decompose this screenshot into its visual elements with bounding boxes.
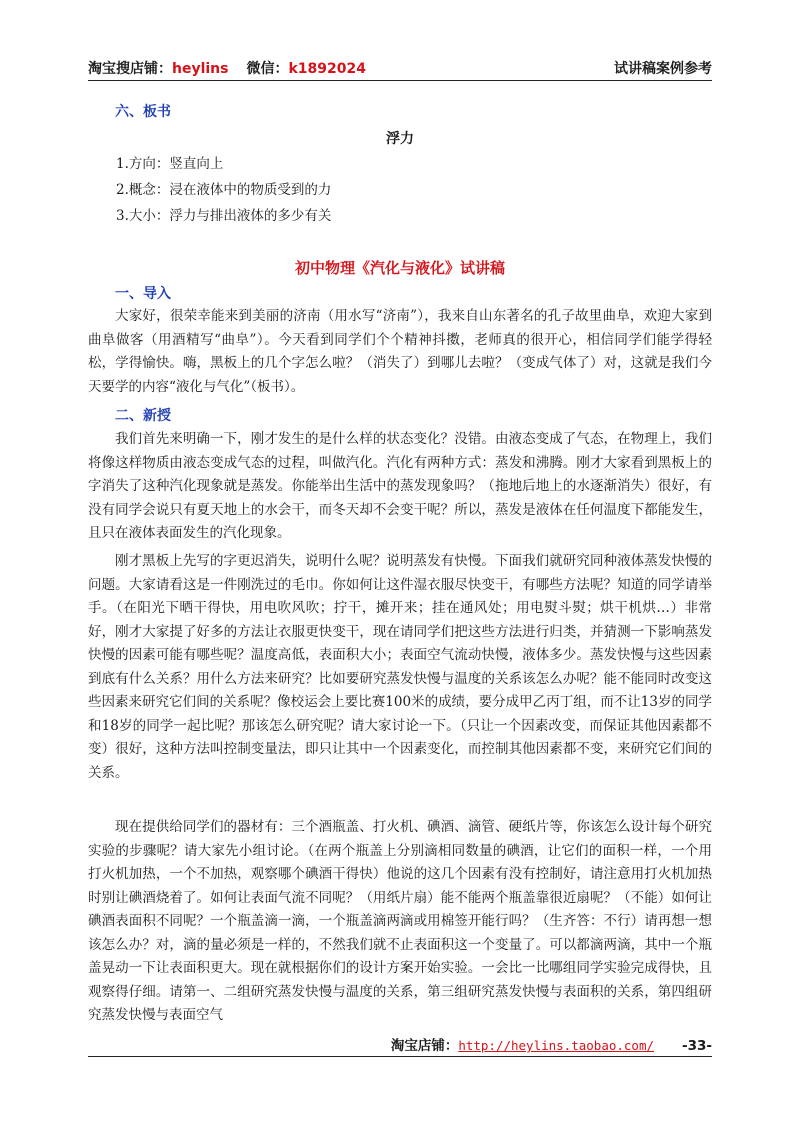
board-item: 2.概念：浸在液体中的物质受到的力	[116, 182, 332, 198]
intro-paragraph: 大家好，很荣幸能来到美丽的济南（用水写“济南”），我来自山东著名的孔子故里曲阜，欢迎大家到曲阜做客（用酒精写“曲阜”）。今天看到同学们个个精神抖擞，老师真的很开心，相信同学们能学得轻松，学得愉快。嗨，黑板上的几个字怎么啦？（消失了）到哪儿去啦？（变成气体了）对，这就是我们今天要学的内容“液化与气化”（板书）。	[88, 308, 712, 395]
shop-name: heylins	[172, 61, 229, 77]
body-paragraph: 刚才黑板上先写的字更迟消失，说明什么呢？说明蒸发有快慢。下面我们就研究同种液体蒸发快慢的问题。大家请看这是一件刚洗过的毛巾。你如何让这件湿衣服尽快变干，有哪些方法呢？知道的同学请举手。（在阳光下晒干得快，用电吹风吹；拧干，摊开来；挂在通风处；用电熨斗熨；烘干机烘…）非常好，刚才大家提了好多的方法让衣服更快变干，现在请同学们把这些方法进行归类，并猜测一下影响蒸发快慢的因素可能有哪些呢？温度高低，表面积大小；表面空气流动快慢，液体多少。蒸发快慢与这些因素到底有什么关系？用什么方法来研究？比如要研究蒸发快慢与温度的关系该怎么办呢？能不能同时改变这些因素来研究它们间的关系呢？像校运会上要比赛100米的成绩，要分成甲乙丙丁组，而不让13岁的同学和18岁的同学一起比呢？那该怎么研究呢？请大家讨论一下。（只让一个因素改变，而保证其他因素都不变）很好，这种方法叫控制变量法，即只让其中一个因素变化，而控制其他因素都不变，来研究它们间的关系。	[88, 553, 712, 781]
body-paragraph: 我们首先来明确一下，刚才发生的是什么样的状态变化？没错。由液态变成了气态，在物理上，我们将像这样物质由液态变成气态的过程，叫做汽化。汽化有两种方式：蒸发和沸腾。刚才大家看到黑板上的字消失了这种汽化现象就是蒸发。你能举出生活中的蒸发现象吗？（拖地后地上的水逐渐消失）很好，有没有同学会说只有夏天地上的水会干，而冬天却不会变干呢？所以，蒸发是液体在任何温度下都能发生，且只在液体表面发生的汽化现象。	[88, 431, 712, 541]
wechat-label: 微信：	[246, 61, 289, 77]
board-item: 1.方向：竖直向上	[116, 156, 224, 172]
body-paragraph: 现在提供给同学们的器材有：三个酒瓶盖、打火机、碘酒、滴管、硬纸片等，你该怎么设计每个研究实验的步骤呢？请大家先小组讨论。（在两个瓶盖上分别滴相同数量的碘酒，让它们的面积一样，一个用打火机加热，一个不加热，观察哪个碘酒干得快）他说的这几个因素有没有控制好，请注意用打火机加热时别让碘酒烧着了。如何让表面气流不同呢？（用纸片扇）能不能两个瓶盖靠很近扇呢？（不能）如何让碘酒表面积不同呢？一个瓶盖滴一滴，一个瓶盖滴两滴或用棉签开能行吗？（生齐答：不行）请再想一想该怎么办？对，滴的量必须是一样的，不然我们就不止表面积这一个变量了。可以都滴两滴，其中一个瓶盖晃动一下让表面积更大。现在就根据你们的设计方案开始实验。一会比一比哪组同学实验完成得快，且观察得仔细。请第一、二组研究蒸发快慢与温度的关系，第三组研究蒸发快慢与表面积的关系，第四组研究蒸发快慢与表面空气	[88, 819, 712, 1023]
header-divider	[88, 80, 712, 81]
board-heading: 六、板书	[115, 104, 171, 120]
header-shop-info	[88, 58, 366, 78]
wechat-id: k1892024	[288, 61, 366, 77]
footer-shop-link[interactable]: http://heylins.taobao.com/	[458, 1038, 654, 1053]
board-title: 浮力	[386, 131, 414, 147]
page-number: -33-	[682, 1038, 712, 1054]
page-header	[88, 56, 712, 82]
header-title: 试讲稿案例参考	[614, 61, 712, 77]
footer-divider	[88, 1056, 712, 1057]
footer-label: 淘宝店铺：	[390, 1038, 459, 1054]
section-new-lesson-heading: 二、新授	[115, 408, 171, 424]
document-title: 初中物理《汽化与液化》试讲稿	[294, 259, 505, 277]
section-intro-heading: 一、导入	[115, 286, 171, 302]
board-item: 3.大小：浮力与排出液体的多少有关	[116, 208, 332, 224]
page-footer	[391, 1034, 712, 1054]
shop-label: 淘宝搜店铺：	[88, 61, 172, 77]
